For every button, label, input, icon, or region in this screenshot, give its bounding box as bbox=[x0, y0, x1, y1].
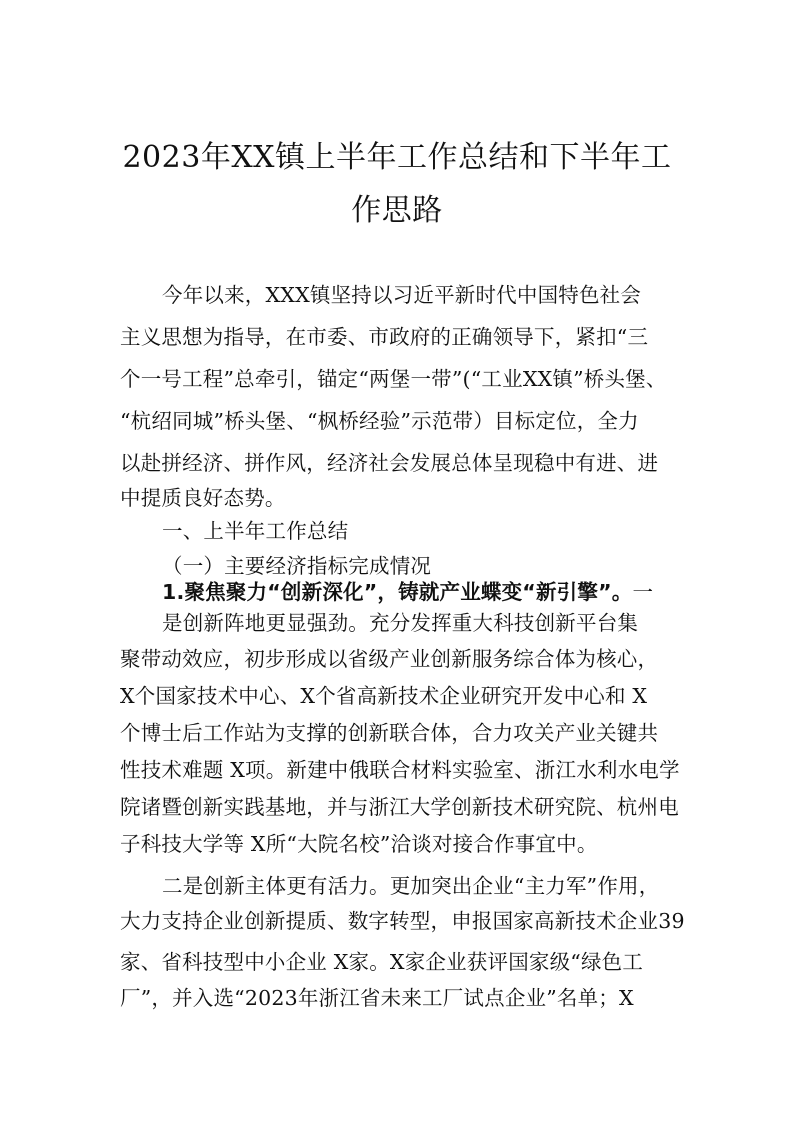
paragraph-line: 二是创新主体更有活力。更加突出企业“主力军”作用， bbox=[162, 874, 660, 898]
subheading-tail-text: 一 bbox=[632, 580, 654, 604]
paragraph-line: 是创新阵地更显强劲。充分发挥重大科技创新平台集 bbox=[162, 611, 639, 635]
bold-subheading: 1.聚焦聚力“创新深化”，铸就产业蝶变“新引擎”。 bbox=[162, 580, 633, 604]
paragraph-line: 今年以来，XXX镇坚持以习近平新时代中国特色社会 bbox=[162, 283, 642, 307]
document-title-line-2: 作思路 bbox=[351, 193, 443, 228]
subsection-heading: （一）主要经济指标完成情况 bbox=[162, 554, 432, 578]
paragraph-line: “杭绍同城”桥头堡、“枫桥经验”示范带）目标定位，全力 bbox=[120, 409, 639, 433]
paragraph-line: 家、省科技型中小企业 X家。X家企业获评国家级“绿色工 bbox=[120, 950, 644, 974]
bold-subheading-line bbox=[162, 582, 653, 603]
paragraph-line: 个博士后工作站为支撑的创新联合体，合力攻关产业关键共 bbox=[120, 721, 659, 745]
paragraph-line: 中提质良好态势。 bbox=[120, 486, 286, 510]
paragraph-line: 大力支持企业创新提质、数字转型，申报国家高新技术企业39 bbox=[120, 909, 685, 933]
paragraph-line: 院诸暨创新实践基地，并与浙江大学创新技术研究院、杭州电 bbox=[120, 795, 679, 819]
document-title-line-1: 2023年XX镇上半年工作总结和下半年工 bbox=[122, 140, 672, 175]
section-heading: 一、上半年工作总结 bbox=[162, 519, 349, 543]
paragraph-line: 主义思想为指导，在市委、市政府的正确领导下，紧扣“三 bbox=[120, 325, 649, 349]
paragraph-line: 以赴拼经济、拼作风，经济社会发展总体呈现稳中有进、进 bbox=[120, 451, 659, 475]
paragraph-line: 厂”，并入选“2023年浙江省未来工厂试点企业”名单；X bbox=[120, 986, 634, 1010]
paragraph-line: 聚带动效应，初步形成以省级产业创新服务综合体为核心， bbox=[120, 647, 659, 671]
paragraph-line: 子科技大学等 X所“大院名校”洽谈对接合作事宜中。 bbox=[120, 832, 598, 856]
paragraph-line: X个国家技术中心、X个省高新技术企业研究开发中心和 X bbox=[120, 684, 648, 708]
paragraph-line: 性技术难题 X项。新建中俄联合材料实验室、浙江水利水电学 bbox=[120, 758, 680, 782]
paragraph-line: 个一号工程”总牵引，锚定“两堡一带”(“工业XX镇”桥头堡、 bbox=[120, 367, 667, 391]
